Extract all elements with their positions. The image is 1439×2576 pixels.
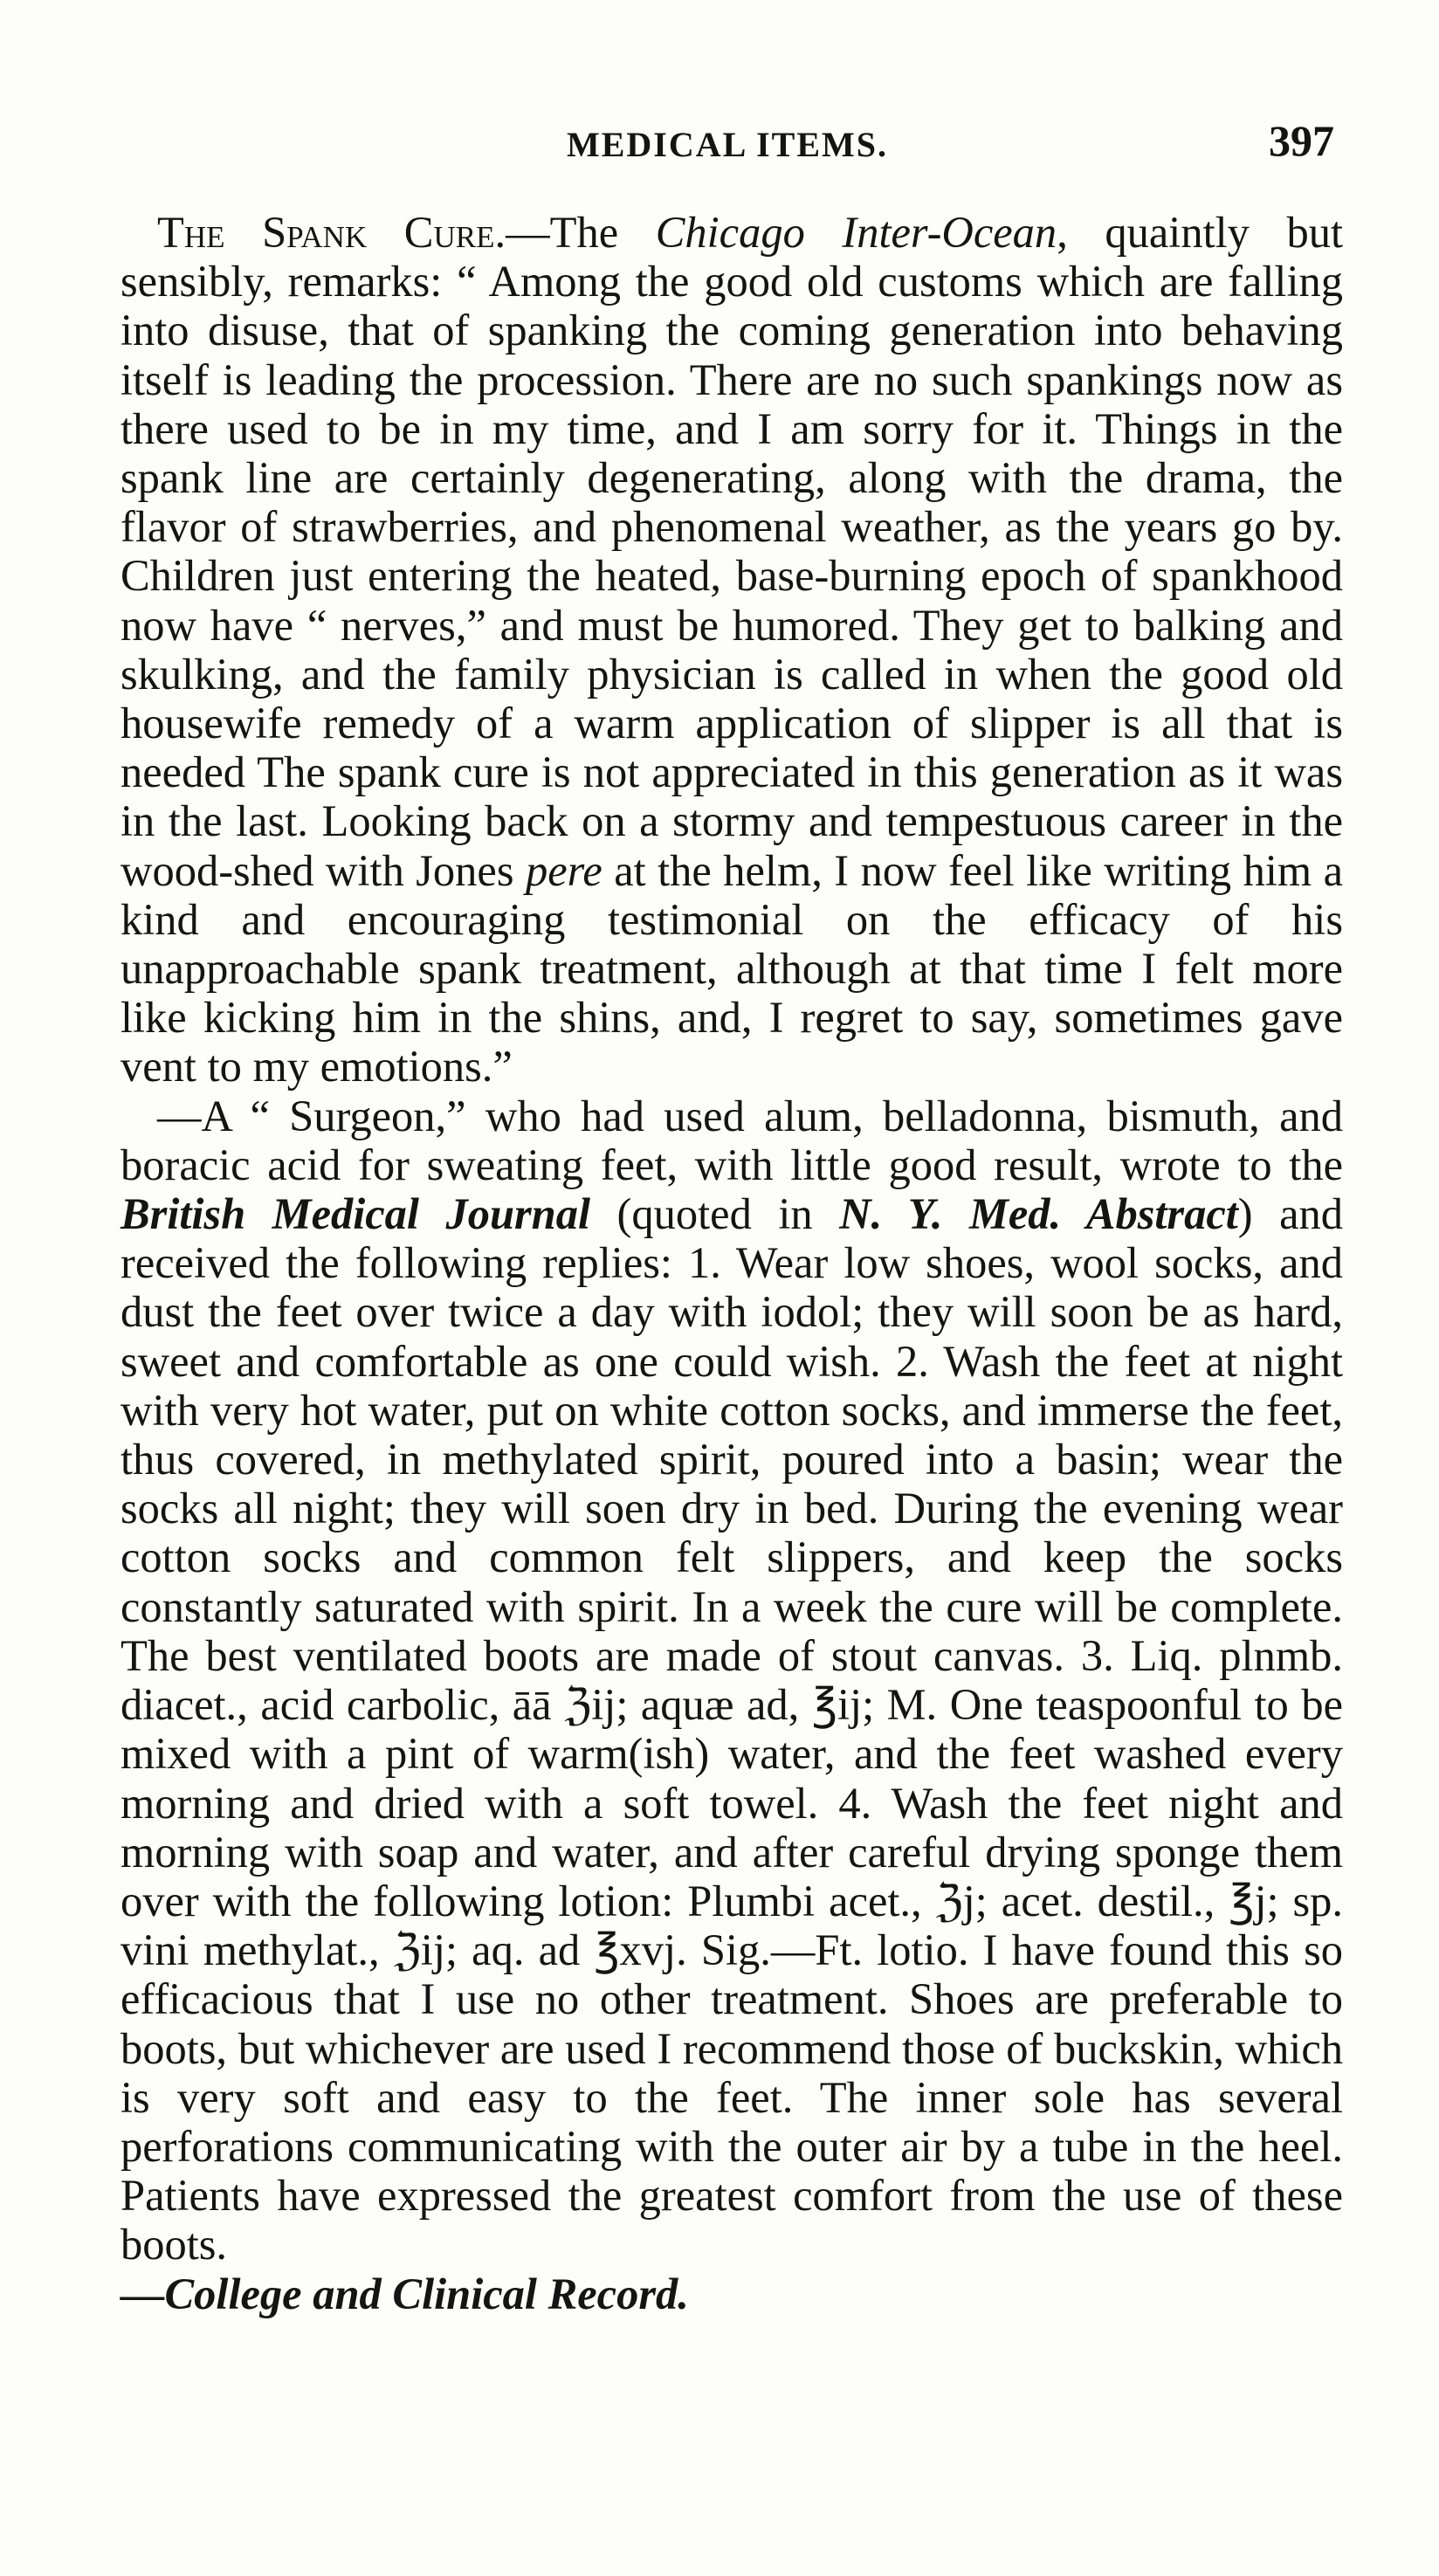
italic-word: pere <box>525 845 602 895</box>
spank-cure-paragraph <box>120 208 1343 1092</box>
journal-name: N. Y. Med. Abstract <box>839 1189 1238 1239</box>
paragraph-text: (quoted in <box>590 1189 840 1239</box>
paragraph-text: , quaintly but sensibly, remarks: “ Among the good old customs which are falling into disuse, that of spanking the coming generation into behaving itself is leading the procession. There are no such spankings now as there used to be in my time, and I am sorry for it. Things in the spank line are certainly degenerating, along with the drama, the flavor of strawberries, and phenomenal weather, as the years go by. Children just entering the heated, base-burning epoch of spankhood now have “ nerves,” and must be humored. They get to balking and skulking, and the family physician is called in when the good old housewife remedy of a warm application of slipper is all that is needed The spank cure is not appreciated in this generation as it was in the last. Looking back on a stormy and tempestuous career in the wood-shed with Jones <box>120 208 1343 895</box>
page-number: 397 <box>1269 116 1334 165</box>
page-header <box>120 115 1334 176</box>
paragraph-text: ) and received the following replies: 1. Wear low shoes, wool socks, and dust the feet over twice a day with iodol; they will soon be as hard, sweet and comfortable as one could wish. 2. Wash the feet at night with very hot water, put on white cotton socks, and immerse the feet, thus covered, in methylated spirit, poured into a basin; wear the socks all night; they will soen dry in bed. During the evening wear cotton socks and common felt slippers, and keep the socks constantly saturated with spirit. In a week the cure will be complete. The best ventilated boots are made of stout canvas. 3. Liq. plnmb. diacet., acid carbolic, āā ℨij; aquæ ad, ℥ij; M. One teaspoonful to be mixed with a pint of warm(ish) water, and the feet washed every morning and dried with a soft towel. 4. Wash the feet night and morning with soap and water, and after careful drying sponge them over with the following lotion: Plumbi acet., ℨj; acet. destil., ℥j; sp. vini methylat., ℨij; aq. ad ℥xvj. Sig.—Ft. lotio. I have found this so efficacious that I use no other treatment. Shoes are preferable to boots, but whichever are used I recommend those of buckskin, which is very soft and easy to the feet. The inner sole has several perforations communicating with the outer air by a tube in the heel. Patients have expressed the greatest comfort from the use of these boots. <box>120 1189 1344 2269</box>
journal-name: British Medical Journal <box>120 1189 591 1239</box>
paragraph-text: at the helm, I now feel like writing him a kind and encouraging testimonial on the efficacy of his unapproachable spank treatment, although at that time I felt more like kicking him in the shins, and, I regret to say, sometimes gave vent to my emotions.” <box>120 845 1344 1092</box>
running-head: MEDICAL ITEMS. <box>566 125 889 164</box>
sweating-feet-paragraph <box>120 1092 1343 2269</box>
journal-name: Chicago Inter-Ocean <box>655 208 1057 257</box>
paragraph-text: —A “ Surgeon,” who had used alum, belladonna, bismuth, and boracic acid for sweating feet, with little good result, wrote to the <box>120 1091 1343 1189</box>
article-body <box>120 208 1343 2318</box>
source-attribution: —College and Clinical Record. <box>120 2269 689 2318</box>
section-title: The Spank Cure. <box>157 208 506 257</box>
paragraph-text: —The <box>506 208 656 257</box>
